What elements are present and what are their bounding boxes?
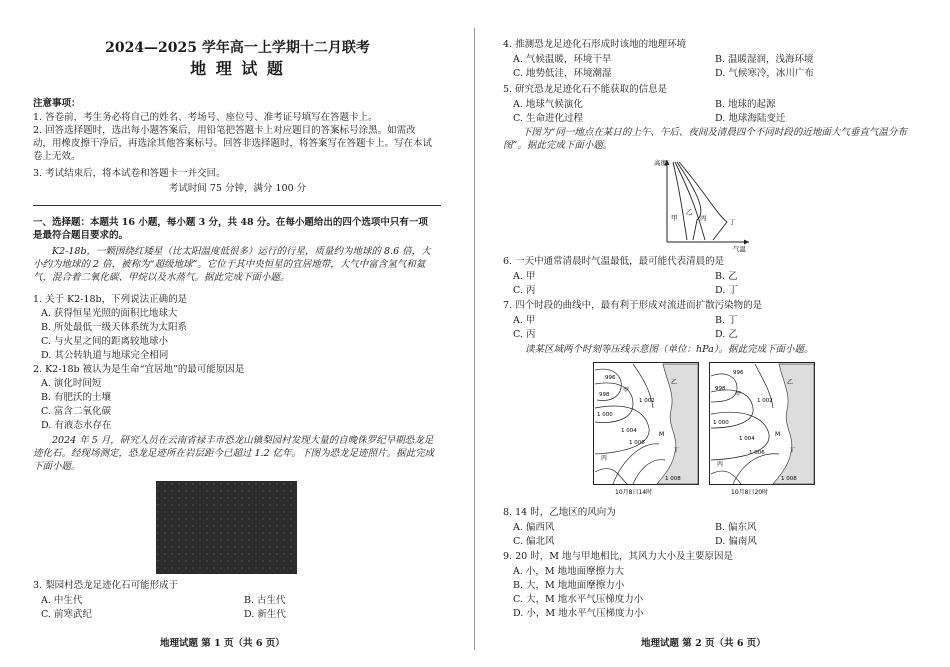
q3-option-a: A. 中生代 — [41, 595, 83, 606]
q6-option-d: D. 丁 — [715, 285, 738, 296]
q6-option-c: C. 丙 — [513, 285, 536, 296]
section-1-heading: 一、选择题：本题共 16 小题，每小题 3 分，共 48 分。在每小题给出的四个选项中只有一项是最符合题目要求的。 — [33, 217, 428, 241]
q6-option-b: B. 乙 — [715, 271, 738, 282]
material-4: 读某区域两个时刻等压线示意图（单位：hPa）。据此完成下面小题。 — [525, 344, 814, 355]
q3-option-c: C. 前寒武纪 — [41, 609, 92, 620]
q5-option-c: C. 生命进化过程 — [513, 113, 583, 124]
isobar-label-1000: 1 000 — [713, 420, 729, 426]
q1-option-c: C. 与火星之间的距离较地球小 — [41, 336, 168, 347]
page-2-footer: 地理试题 第 2 页（共 6 页） — [641, 638, 766, 649]
curve-label-ding: 丁 — [729, 218, 736, 226]
q9-option-c: C. 大，M 地水平气压梯度力小 — [513, 594, 644, 605]
q9-option-a: A. 小，M 地地面摩擦力大 — [513, 566, 625, 577]
page-2 — [475, 0, 950, 667]
isobar-label-998: 998 — [599, 392, 610, 398]
q4-option-d: D. 气候寒冷，冰川广布 — [715, 68, 814, 79]
y-axis-label: 高度 — [654, 159, 667, 167]
q5-stem: 5. 研究恐龙足迹化石不能获取的信息是 — [503, 84, 668, 95]
q7-option-b: B. 丁 — [715, 315, 738, 326]
subject-title: 地 理 试 题 — [190, 59, 285, 78]
q9-option-b: B. 大，M 地地面摩擦力小 — [513, 580, 625, 591]
isobar-map-20h — [709, 362, 815, 496]
isobar-label-1006: 1 006 — [629, 440, 645, 446]
photo-texture — [156, 481, 297, 574]
map-caption-14h: 10月8日14时 — [615, 489, 653, 496]
place-ding: 丁 — [789, 447, 796, 454]
dinosaur-footprint-photo — [156, 481, 297, 574]
material-1: K2-18b，一颗围绕红矮星（比太阳温度低很多）运行的行星，质量约为地球的 8.6 倍，大小约为地球的 2 倍，被称为“超级地球”。它位于其中央恒星的宜居地带，大气中富含氢气和氦气，混合着二氧化碳、甲烷以及水蒸气。据此完成下面小题。 — [33, 246, 431, 283]
isobar-label-1008: 1 008 — [781, 476, 797, 482]
q3-option-b: B. 古生代 — [244, 595, 286, 606]
q4-option-b: B. 温暖湿润，浅海环境 — [715, 54, 814, 65]
exam-time-note: 考试时间 75 分钟，满分 100 分 — [168, 183, 307, 194]
q4-stem: 4. 推测恐龙足迹化石形成时该地的地理环境 — [503, 39, 687, 50]
q7-stem: 7. 四个时段的曲线中，最有利于形成对流进而扩散污染物的是 — [503, 300, 763, 311]
notice-heading: 注意事项： — [33, 98, 81, 109]
isobar-label-996: 996 — [733, 370, 744, 376]
q8-option-a: A. 偏西风 — [513, 522, 555, 533]
material-3: 下图为“同一地点在某日的上午、午后、夜间及清晨四个不同时段的近地面大气垂直气温分布图”。据此完成下面小题。 — [503, 127, 907, 151]
q5-option-b: B. 地球的起源 — [715, 99, 776, 110]
q2-option-a: A. 演化时间短 — [41, 378, 102, 389]
curve-yi — [675, 162, 705, 240]
place-m: M — [775, 431, 781, 438]
place-jia: 甲 — [623, 387, 630, 394]
isobar-label-998: 998 — [715, 386, 726, 392]
q1-option-d: D. 其公转轨道与地球完全相同 — [41, 350, 169, 361]
page-1-footer: 地理试题 第 1 页（共 6 页） — [160, 638, 285, 649]
curve-ding — [679, 162, 727, 240]
place-m: M — [659, 431, 665, 438]
place-jia: 甲 — [735, 391, 742, 398]
q2-option-c: C. 富含二氧化碳 — [41, 406, 111, 417]
map-caption-20h: 10月8日20时 — [731, 489, 769, 496]
q3-stem: 3. 梨园村恐龙足迹化石可能形成于 — [33, 580, 179, 591]
exam-title: 2024—2025 学年高一上学期十二月联考 — [105, 40, 370, 56]
isobar-label-1002: 1 002 — [639, 398, 655, 404]
q5-option-d: D. 地球海陆变迁 — [715, 113, 786, 124]
place-bing: 丙 — [717, 461, 724, 468]
place-ding: 丁 — [673, 447, 680, 454]
q2-option-b: B. 有肥沃的土壤 — [41, 392, 112, 403]
curve-label-bing: 丙 — [700, 214, 707, 222]
isobar-label-1008: 1 008 — [665, 476, 681, 482]
q5-option-a: A. 地球气候演化 — [513, 99, 583, 110]
curve-label-jia: 甲 — [671, 214, 678, 222]
place-bing: 丙 — [601, 455, 608, 462]
notice-item-3: 3. 考试结束后，将本试卷和答题卡一并交回。 — [33, 168, 226, 179]
q4-option-a: A. 气候温暖，环境干旱 — [513, 54, 612, 65]
q1-option-a: A. 获得恒星光照的面积比地球大 — [41, 308, 178, 319]
q1-option-b: B. 所处最低一级天体系统为太阳系 — [41, 322, 188, 333]
notice-item-2: 2. 回答选择题时，选出每小题答案后，用铅笔把答题卡上对应题目的答案标号涂黑。如需改动，用橡皮擦干净后，再选涂其他答案标号。回答非选择题时，将答案写在答题卡上。写在本试卷上无效。 — [33, 125, 433, 162]
q1-stem: 1. 关于 K2-18b，下列说法正确的是 — [33, 294, 188, 305]
isobar-label-1006: 1 006 — [749, 450, 765, 456]
temperature-profile-figure — [653, 156, 753, 253]
q6-stem: 6. 一天中通常清晨时气温最低，最可能代表清晨的是 — [503, 256, 725, 267]
q9-option-d: D. 小，M 地水平气压梯度力小 — [513, 608, 644, 619]
place-yi: 乙 — [671, 379, 678, 386]
isobar-label-1004: 1 004 — [621, 428, 637, 434]
q8-option-b: B. 偏东风 — [715, 522, 757, 533]
q7-option-a: A. 甲 — [513, 315, 536, 326]
isobar-label-1004: 1 004 — [739, 436, 755, 442]
isobar-label-1002: 1 002 — [757, 398, 773, 404]
q9-stem: 9. 20 时，M 地与甲地相比，其风力大小及主要原因是 — [503, 551, 733, 562]
q3-option-d: D. 新生代 — [244, 609, 286, 620]
q8-option-d: D. 偏南风 — [715, 536, 757, 547]
q2-stem: 2. K2-18b 被认为是生命“宜居地”的最可能原因是 — [33, 364, 245, 375]
x-axis-label: 气温 — [733, 245, 746, 253]
isobar-map-14h — [593, 362, 699, 496]
section-divider — [33, 205, 441, 206]
place-yi: 乙 — [787, 379, 794, 386]
q4-option-c: C. 地势低洼，环境潮湿 — [513, 68, 612, 79]
q8-stem: 8. 14 时，乙地区的风向为 — [503, 507, 616, 518]
q6-option-a: A. 甲 — [513, 271, 536, 282]
q7-option-d: D. 乙 — [715, 329, 738, 340]
q8-option-c: C. 偏北风 — [513, 536, 555, 547]
notice-item-1: 1. 答卷前，考生务必将自己的姓名、考场号、座位号、准考证号填写在答题卡上。 — [33, 112, 378, 123]
material-2: 2024 年 5 月，研究人员在云南省禄丰市恐龙山镇梨园村发现大量的自晚侏罗纪早期恐龙足迹化石。经现场测定，恐龙足迹所在岩层距今已超过 1.2 亿年。下图为恐龙足迹照片。据此完成下面小题。 — [33, 435, 435, 472]
isobar-label-996: 996 — [605, 375, 616, 381]
curve-label-yi: 乙 — [686, 208, 693, 216]
isobar-label-1000: 1 000 — [597, 412, 613, 418]
q2-option-d: D. 有液态水存在 — [41, 420, 112, 431]
q7-option-c: C. 丙 — [513, 329, 536, 340]
